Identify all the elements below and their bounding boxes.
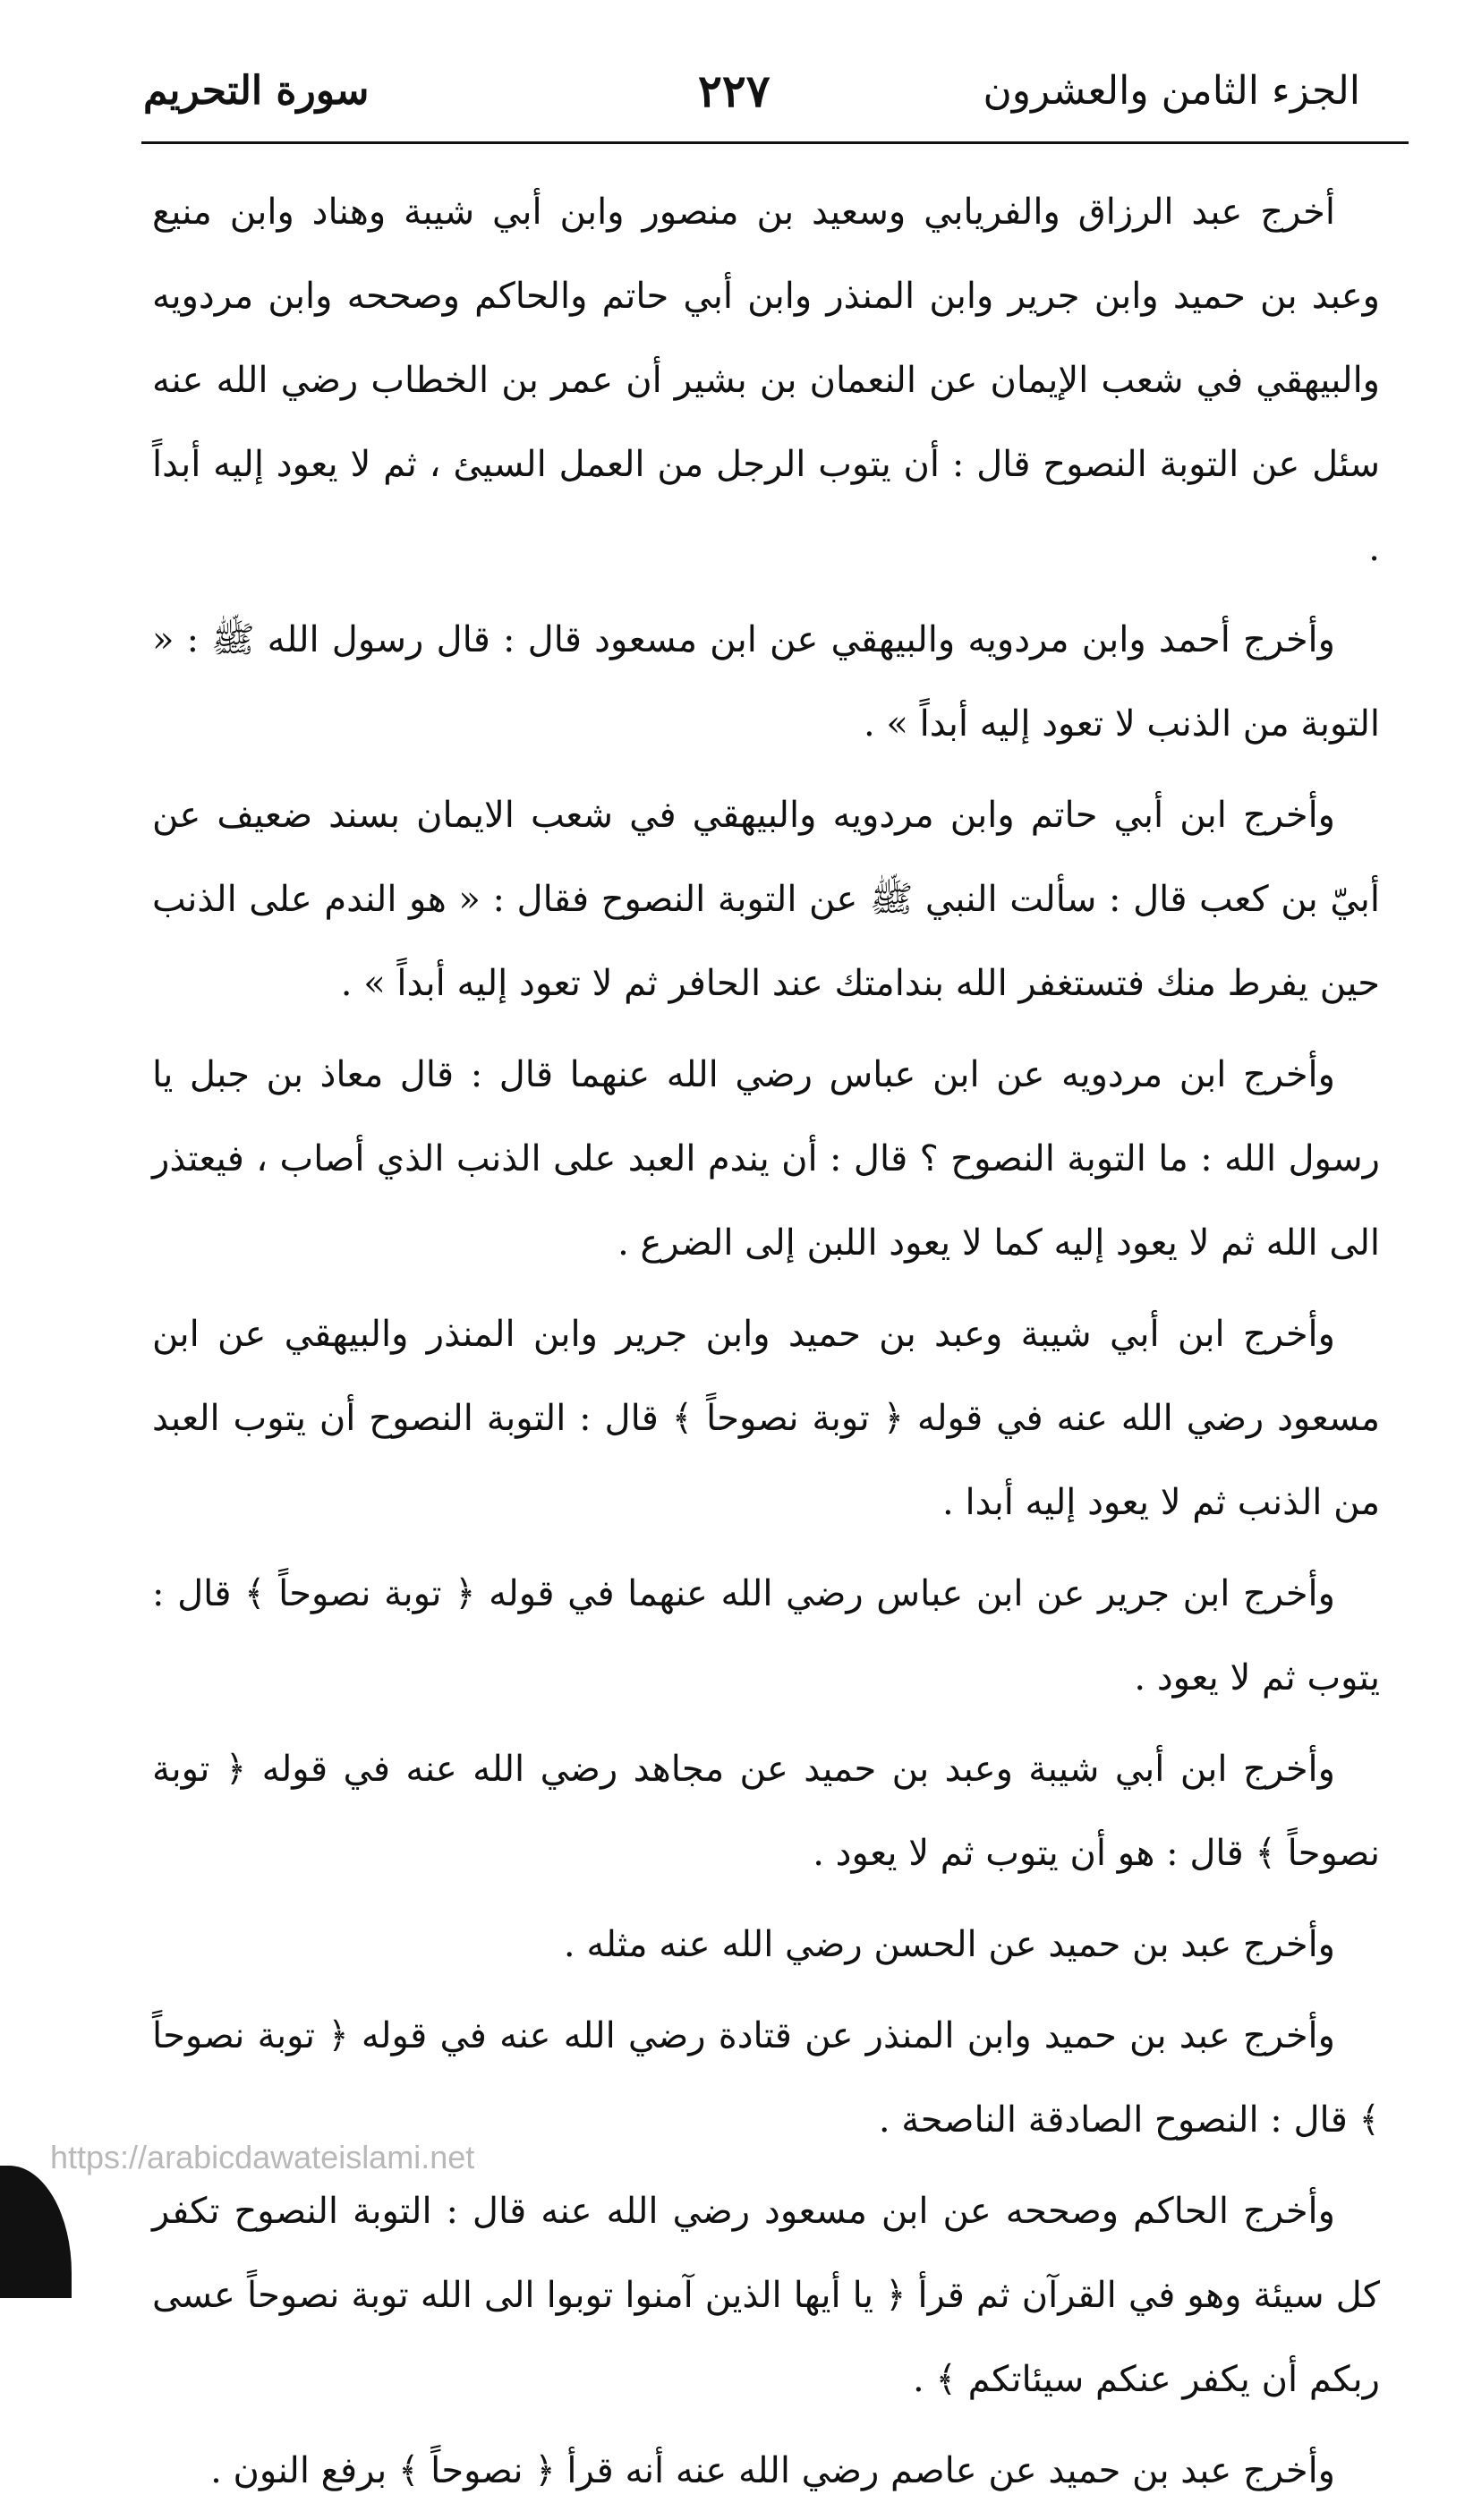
paragraph-9: وأخرج عبد بن حميد وابن المنذر عن قتادة رضي الله عنه في قوله ﴿ توبة نصوحاً ﴾ قال : النصوح الصادقة الناصحة . [152, 2015, 1380, 2141]
paragraph-3: وأخرج ابن أبي حاتم وابن مردويه والبيهقي في شعب الايمان بسند ضعيف عن أبيّ بن كعب قال : سألت النبي ﷺ عن التوبة النصوح فقال : « هو الندم على الذنب حين يفرط منك فتستغفر الله بندامتك عند الحافر ثم لا تعود إليه أبداً » . [152, 795, 1380, 1004]
page-header [143, 47, 1360, 136]
paragraph-2: وأخرج أحمد وابن مردويه والبيهقي عن ابن مسعود قال : قال رسول الله ﷺ : « التوبة من الذنب لا تعود إليه أبداً » . [152, 619, 1380, 745]
header-rule [141, 141, 1409, 144]
paragraph-6: وأخرج ابن جرير عن ابن عباس رضي الله عنهما في قوله ﴿ توبة نصوحاً ﴾ قال : يتوب ثم لا يعود . [152, 1573, 1380, 1698]
page-number: ٢٢٧ [698, 64, 771, 117]
paragraph-5: وأخرج ابن أبي شيبة وعبد بن حميد وابن جرير وابن المنذر والبيهقي عن ابن مسعود رضي الله عنه في قوله ﴿ توبة نصوحاً ﴾ قال : التوبة النصوح أن يتوب العبد من الذنب ثم لا يعود إليه أبدا . [152, 1314, 1380, 1523]
paragraph-1: أخرج عبد الرزاق والفريابي وسعيد بن منصور وابن أبي شيبة وهناد وابن منيع وعبد بن حميد وابن جرير وابن المنذر وابن أبي حاتم والحاكم وصححه وابن مردويه والبيهقي في شعب الإيمان عن النعمان بن بشير أن عمر بن الخطاب رضي الله عنه سئل عن التوبة النصوح قال : أن يتوب الرجل من العمل السيئ ، ثم لا يعود إليه أبداً . [152, 192, 1380, 569]
paragraph-8: وأخرج عبد بن حميد عن الحسن رضي الله عنه مثله . [563, 1924, 1335, 1965]
part-title: الجزء الثامن والعشرون [983, 68, 1360, 114]
paragraph-11: وأخرج عبد بن حميد عن عاصم رضي الله عنه أنه قرأ ﴿ نصوحاً ﴾ برفع النون . [210, 2450, 1335, 2491]
watermark-url: https://arabicdawateislami.net [50, 2139, 475, 2175]
surah-title: سورة التحريم [143, 68, 370, 114]
paragraph-10: وأخرج الحاكم وصححه عن ابن مسعود رضي الله عنه قال : التوبة النصوح تكفر كل سيئة وهو في القرآن ثم قرأ ﴿ يا أيها الذين آمنوا توبوا الى الله توبة نصوحاً عسى ربكم أن يكفر عنكم سيئاتكم ﴾ . [152, 2191, 1380, 2400]
paragraph-4: وأخرج ابن مردويه عن ابن عباس رضي الله عنهما قال : قال معاذ بن جبل يا رسول الله : ما التوبة النصوح ؟ قال : أن يندم العبد على الذنب الذي أصاب ، فيعتذر الى الله ثم لا يعود إليه كما لا يعود اللبن إلى الضرع . [152, 1054, 1380, 1264]
paragraph-7: وأخرج ابن أبي شيبة وعبد بن حميد عن مجاهد رضي الله عنه في قوله ﴿ توبة نصوحاً ﴾ قال : هو أن يتوب ثم لا يعود . [152, 1749, 1380, 1874]
scan-edge-mark [0, 2166, 72, 2298]
